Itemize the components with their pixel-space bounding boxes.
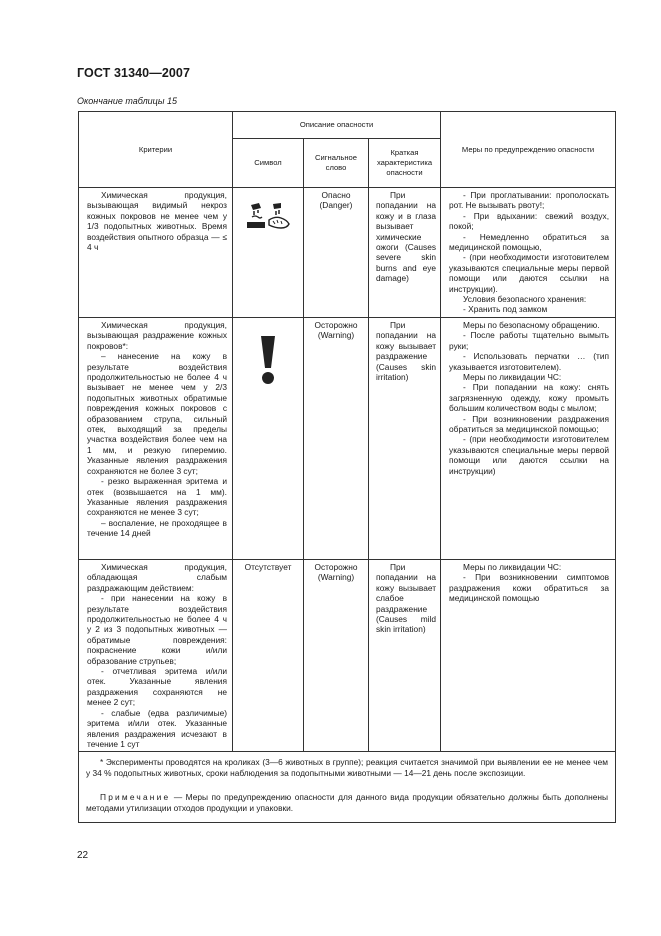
measure-item: - При возникновении раздражения обратиться за медицинской помощью;: [449, 413, 610, 435]
corrosion-icon: [245, 202, 291, 232]
measure-item: Меры по безопасному обращению.: [463, 320, 600, 330]
criteria-text: - отчетливая эритема и/или отек. Указанные явления раздражения сохраняются не менее 2 сут;: [87, 666, 227, 708]
signal-word-cell: Опасно (Danger): [304, 188, 369, 318]
brief-cell: [369, 560, 441, 752]
brief-cell: [369, 188, 441, 318]
measure-item: - После работы тщательно вымыть руки;: [449, 330, 610, 351]
brief-text: При попадании на кожу вызывает слабое раздражение (Causes mild skin irritation): [376, 562, 437, 635]
measure-item: - При возникновении симптомов раздражения кожи обратиться за медицинской помощью: [449, 572, 610, 604]
measure-item: - При проглатывании: прополоскать рот. Не вызывать рвоту!;: [449, 190, 610, 211]
table-row: [79, 560, 616, 752]
signal-word-cell: Осторожно (Warning): [304, 318, 369, 560]
measure-item: - Использовать перчатки … (тип указывается изготовителем).: [449, 351, 610, 372]
criteria-text: - слабые (едва различимые) эритема и/или отек. Указанные явления раздражения исчезают в течение 1 сут: [87, 707, 227, 749]
brief-text: При попадании на кожу вызывает раздражение (Causes skin irritation): [376, 320, 437, 383]
symbol-cell: [233, 188, 304, 318]
exclamation-icon: [258, 334, 278, 386]
measure-item: - (при необходимости изготовителем указываются специальные меры первой помощи или даются ссылки на инструкции): [449, 434, 610, 476]
page-number: 22: [77, 850, 89, 861]
criteria-text: - при нанесении на кожу в результате воздействия продолжительностью не более 4 ч у 2 из 3 подопытных животных — обратимые повреждения: покраснение кожи и/или образование струпьев;: [87, 593, 227, 666]
signal-word-cell: Осторожно (Warning): [304, 560, 369, 752]
criteria-text: Химическая продукция, обладающая слабым раздражающим действием:: [87, 562, 227, 593]
measures-cell: [441, 188, 616, 318]
symbol-cell: [233, 318, 304, 560]
measure-item: - При вдыхании: свежий воздух, покой;: [449, 210, 610, 232]
criteria-cell: [79, 318, 233, 560]
measure-item: Условия безопасного хранения:: [463, 294, 587, 305]
header-signal-word: Сигнальное слово: [304, 139, 369, 188]
brief-cell: [369, 318, 441, 560]
symbol-cell: Отсутствует: [233, 560, 304, 752]
criteria-cell: [79, 560, 233, 752]
footnote-text: * Эксперименты проводятся на кроликах (3—6 животных в группе); реакция считается значимой при выявлении ее не менее чем у 34 % подопытных животных, сроки наблюдения за подопытными животными — 14—21 день после экспозиции.: [86, 757, 609, 779]
note-paragraph: [86, 792, 608, 814]
measures-cell: [441, 560, 616, 752]
measure-item: Меры по ликвидации ЧС:: [463, 372, 562, 383]
criteria-cell: [79, 188, 233, 318]
table-row: [79, 318, 616, 560]
measure-item: - Немедленно обратиться за медицинской помощью,: [449, 231, 610, 253]
document-title: ГОСТ 31340—2007: [77, 66, 191, 80]
brief-text: При попадании на кожу и в глаза вызывает химические ожоги (Causes severe skin burns and eye damage): [376, 190, 437, 284]
header-criteria: Критерии: [79, 112, 233, 188]
hazard-table: [78, 111, 616, 823]
header-measures: Меры по предупреждению опасности: [441, 112, 616, 188]
note-label: Примечание: [100, 792, 171, 803]
header-symbol: Символ: [233, 139, 304, 188]
table-row: [79, 188, 616, 318]
criteria-text: – воспаление, не проходящее в течение 14 дней: [87, 517, 227, 539]
measure-item: - При попадании на кожу: снять загрязненную одежду, кожу промыть большим количеством воды с мылом;: [449, 382, 610, 414]
measure-item: - Хранить под замком: [463, 304, 548, 315]
note-text: — Меры по предупреждению опасности для данного вида продукции обязательно должны быть дополнены методами утилизации отходов продукции и упаковки.: [86, 792, 609, 814]
measures-cell: [441, 318, 616, 560]
criteria-text: Химическая продукция, вызывающая раздражение кожных покровов*:: [87, 320, 227, 351]
measure-item: - (при необходимости изготовителем указываются специальные меры первой помощи или даются ссылки на инструкции).: [449, 252, 610, 294]
table-caption: Окончание таблицы 15: [77, 96, 177, 106]
footnote-row: [79, 752, 616, 823]
criteria-text: Химическая продукция, вызывающая видимый некроз кожных покровов не менее чем у 1/3 подопытных животных. Время воздействия опытного образца — ≤ 4 ч: [87, 190, 227, 253]
header-brief: Краткая характеристика опасности: [369, 139, 441, 188]
header-hazard-description: Описание опасности: [233, 112, 441, 139]
footnote-cell: [79, 752, 616, 823]
criteria-text: – нанесение на кожу в результате воздействия продолжительностью не более 4 ч вызывает не менее чем у 2/3 подопытных животных обратимые повреждения кожных покровов с образованием струпа, сильный отек, выходящий за пределы участка воздействия более чем на 1 мм, и резкую гиперемию. Указанные явления раздражения сохраняются не более 3 сут;: [87, 351, 227, 476]
measure-item: Меры по ликвидации ЧС:: [463, 562, 562, 572]
criteria-text: - резко выраженная эритема и отек (возвышается на 1 мм). Указанные явления раздражения сохраняются не менее 3 сут;: [87, 476, 227, 518]
